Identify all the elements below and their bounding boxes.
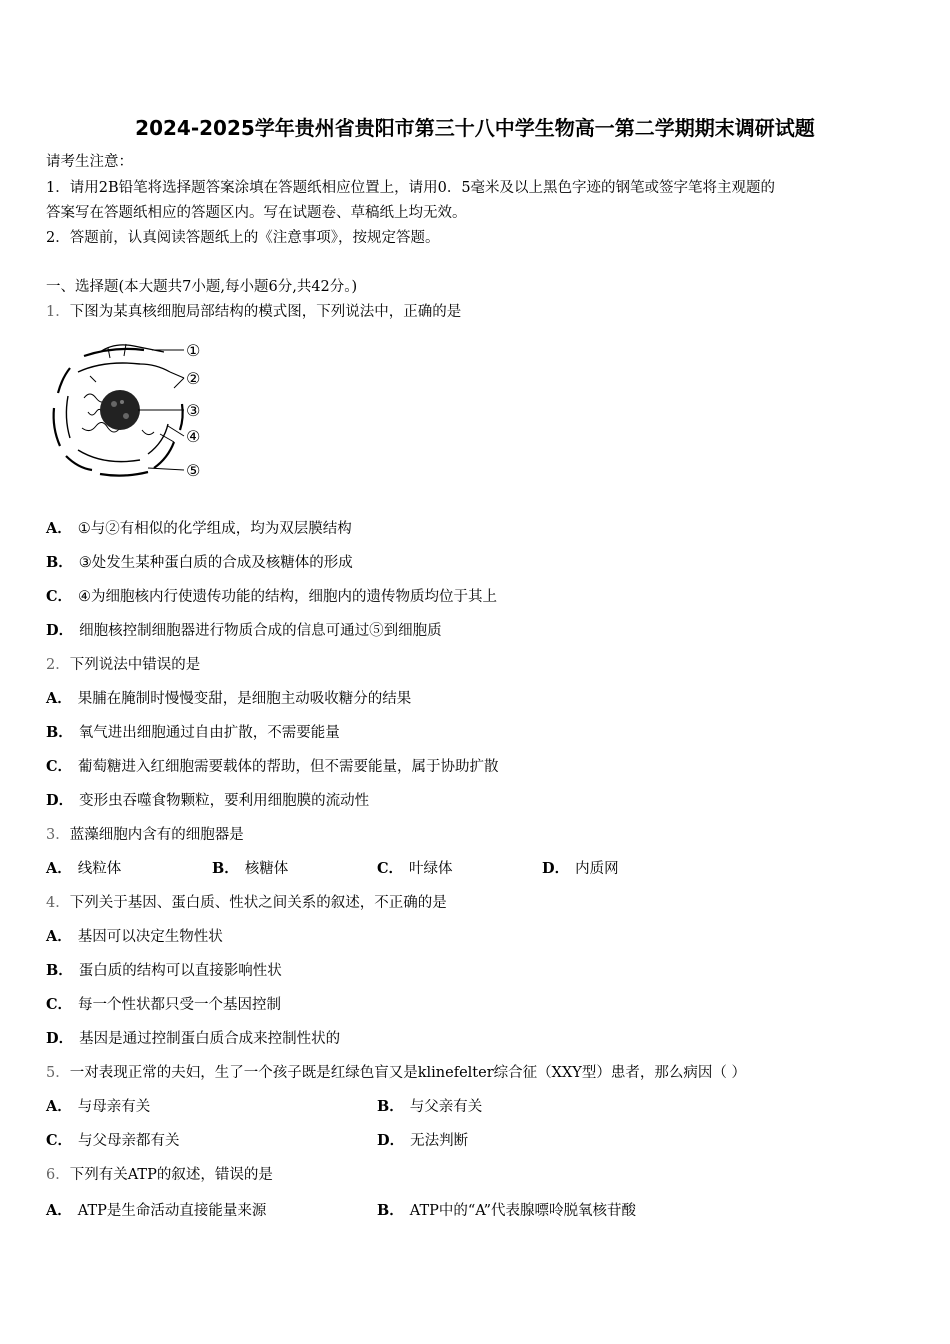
figure-label-3: ③ bbox=[186, 401, 201, 420]
question-text: 下图为某真核细胞局部结构的模式图，下列说法中，正确的是 bbox=[69, 304, 462, 320]
question-1-option-d: D． 细胞核控制细胞器进行物质合成的信息可通过⑤到细胞质 bbox=[46, 622, 442, 639]
question-5 bbox=[46, 1063, 746, 1083]
notice-heading: 请考生注意： bbox=[46, 154, 133, 170]
figure-label-1: ① bbox=[186, 341, 201, 360]
question-number: 2． bbox=[46, 657, 70, 673]
question-6-option-a: A． ATP是生命活动直接能量来源 bbox=[46, 1202, 267, 1219]
question-1 bbox=[46, 302, 461, 322]
question-6-option-b: B． ATP中的“A”代表腺嘌呤脱氧核苷酸 bbox=[377, 1202, 637, 1219]
question-5-option-b: B． 与父亲有关 bbox=[377, 1098, 483, 1115]
cell-nucleus-diagram bbox=[44, 338, 214, 488]
question-4-option-a: A． 基因可以决定生物性状 bbox=[46, 928, 223, 945]
question-2 bbox=[46, 655, 200, 675]
notice-item-1-line-1: 1．请用2B铅笔将选择题答案涂填在答题纸相应位置上，请用0．5毫米及以上黑色字迹的钢笔或签字笔将主观题的 bbox=[46, 180, 776, 196]
question-4 bbox=[46, 893, 447, 913]
question-6 bbox=[46, 1165, 273, 1185]
question-text: 一对表现正常的夫妇，生了一个孩子既是红绿色盲又是klinefelter综合征（XXY型）患者，那么病因（ ） bbox=[69, 1065, 746, 1081]
figure-label-2: ② bbox=[186, 369, 201, 388]
question-3-option-d: D． 内质网 bbox=[542, 860, 619, 877]
nucleolus bbox=[100, 390, 140, 430]
question-1-option-c: C． ④为细胞核内行使遗传功能的结构，细胞内的遗传物质均位于其上 bbox=[46, 588, 498, 605]
question-3-option-b: B． 核糖体 bbox=[212, 860, 289, 877]
page-title: 2024-2025学年贵州省贵阳市第三十八中学生物高一第二学期期末调研试题 bbox=[135, 116, 815, 140]
question-2-option-c: C． 葡萄糖进入红细胞需要载体的帮助，但不需要能量，属于协助扩散 bbox=[46, 758, 499, 775]
notice-item-2: 2．答题前，认真阅读答题纸上的《注意事项》，按规定答题。 bbox=[46, 230, 440, 246]
question-text: 下列有关ATP的叙述，错误的是 bbox=[69, 1167, 273, 1183]
figure-label-5: ⑤ bbox=[186, 461, 201, 480]
question-5-option-a: A． 与母亲有关 bbox=[46, 1098, 151, 1115]
question-number: 5． bbox=[46, 1065, 70, 1081]
question-3-option-a: A． 线粒体 bbox=[46, 860, 122, 877]
question-text: 下列关于基因、蛋白质、性状之间关系的叙述，不正确的是 bbox=[69, 895, 447, 911]
question-number: 3． bbox=[46, 827, 70, 843]
question-3 bbox=[46, 825, 244, 845]
section-heading: 一、选择题(本大题共7小题,每小题6分,共42分。) bbox=[46, 279, 358, 295]
question-2-option-a: A． 果脯在腌制时慢慢变甜，是细胞主动吸收糖分的结果 bbox=[46, 690, 412, 707]
question-text: 下列说法中错误的是 bbox=[69, 657, 201, 673]
question-4-option-b: B． 蛋白质的结构可以直接影响性状 bbox=[46, 962, 282, 979]
question-2-option-d: D． 变形虫吞噬食物颗粒，要利用细胞膜的流动性 bbox=[46, 792, 370, 809]
question-3-option-c: C． 叶绿体 bbox=[377, 860, 453, 877]
question-5-option-c: C． 与父母亲都有关 bbox=[46, 1132, 180, 1149]
question-4-option-c: C． 每一个性状都只受一个基因控制 bbox=[46, 996, 282, 1013]
question-5-option-d: D． 无法判断 bbox=[377, 1132, 469, 1149]
question-number: 6． bbox=[46, 1167, 70, 1183]
nuclear-envelope-outer bbox=[84, 349, 144, 356]
question-1-option-a: A． ①与②有相似的化学组成，均为双层膜结构 bbox=[46, 520, 352, 537]
question-number: 1． bbox=[46, 304, 70, 320]
question-4-option-d: D． 基因是通过控制蛋白质合成来控制性状的 bbox=[46, 1030, 341, 1047]
question-text: 蓝藻细胞内含有的细胞器是 bbox=[69, 827, 244, 843]
question-number: 4． bbox=[46, 895, 70, 911]
question-1-option-b: B． ③处发生某种蛋白质的合成及核糖体的形成 bbox=[46, 554, 353, 571]
question-2-option-b: B． 氧气进出细胞通过自由扩散，不需要能量 bbox=[46, 724, 340, 741]
figure-label-4: ④ bbox=[186, 427, 201, 446]
notice-item-1-line-2: 答案写在答题纸相应的答题区内。写在试题卷、草稿纸上均无效。 bbox=[46, 205, 467, 221]
